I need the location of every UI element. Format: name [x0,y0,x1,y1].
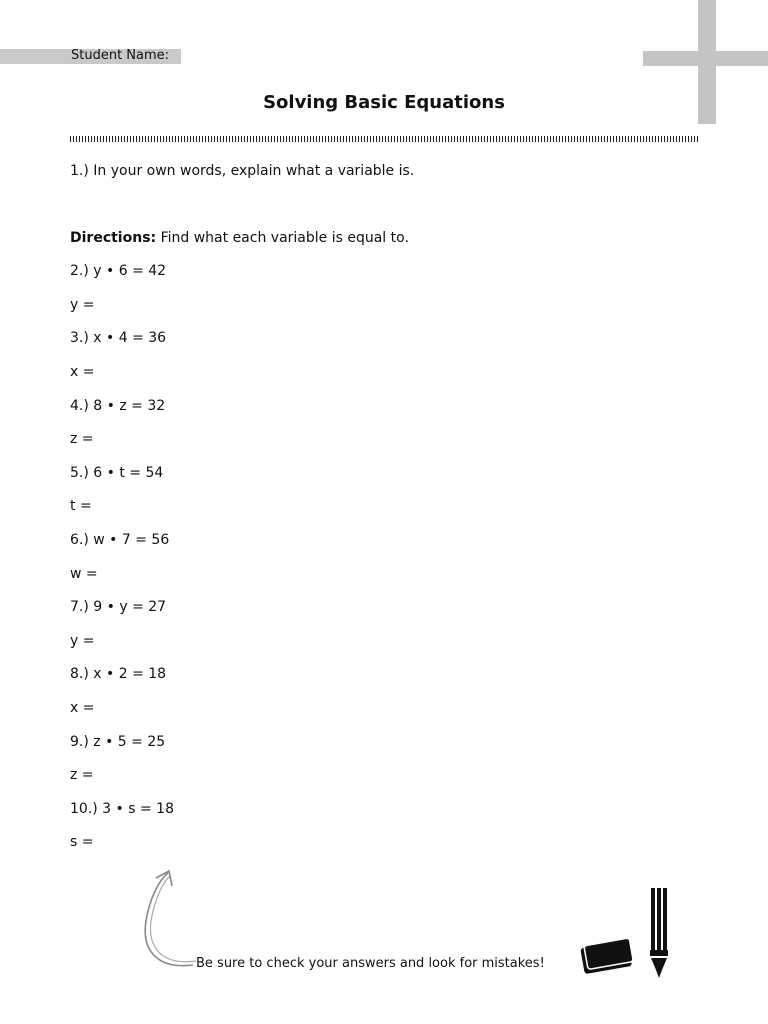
problem-6-equation: 6.) w • 7 = 56 [70,532,170,548]
problem-8-answer[interactable]: x = [70,700,95,716]
problem-3-answer[interactable]: x = [70,364,95,380]
directions [70,229,409,247]
page-title: Solving Basic Equations [263,92,505,113]
problem-8-equation: 8.) x • 2 = 18 [70,666,167,682]
cross-decoration-horizontal [643,51,768,66]
problem-7-answer[interactable]: y = [70,633,95,649]
curved-arrow-icon [138,866,198,972]
question-1: 1.) In your own words, explain what a variable is. [70,163,415,179]
pencil-icon [648,886,674,980]
problem-9-answer[interactable]: z = [70,767,94,783]
problem-4-equation: 4.) 8 • z = 32 [70,398,166,414]
directions-text: Find what each variable is equal to. [160,230,409,246]
directions-label: Directions: [70,230,157,246]
problem-7-equation: 7.) 9 • y = 27 [70,599,167,615]
problem-3-equation: 3.) x • 4 = 36 [70,330,167,346]
problem-4-answer[interactable]: z = [70,431,94,447]
eraser-icon [578,936,636,976]
problem-5-answer[interactable]: t = [70,498,92,514]
student-name-label: Student Name: [71,48,170,63]
problem-10-equation: 10.) 3 • s = 18 [70,801,174,817]
problem-2-answer[interactable]: y = [70,297,95,313]
problem-5-equation: 5.) 6 • t = 54 [70,465,164,481]
problem-6-answer[interactable]: w = [70,566,98,582]
footer-reminder: Be sure to check your answers and look for mistakes! [196,956,545,971]
dashed-divider [70,136,698,142]
problem-10-answer[interactable]: s = [70,834,94,850]
problem-2-equation: 2.) y • 6 = 42 [70,263,167,279]
problem-9-equation: 9.) z • 5 = 25 [70,734,166,750]
